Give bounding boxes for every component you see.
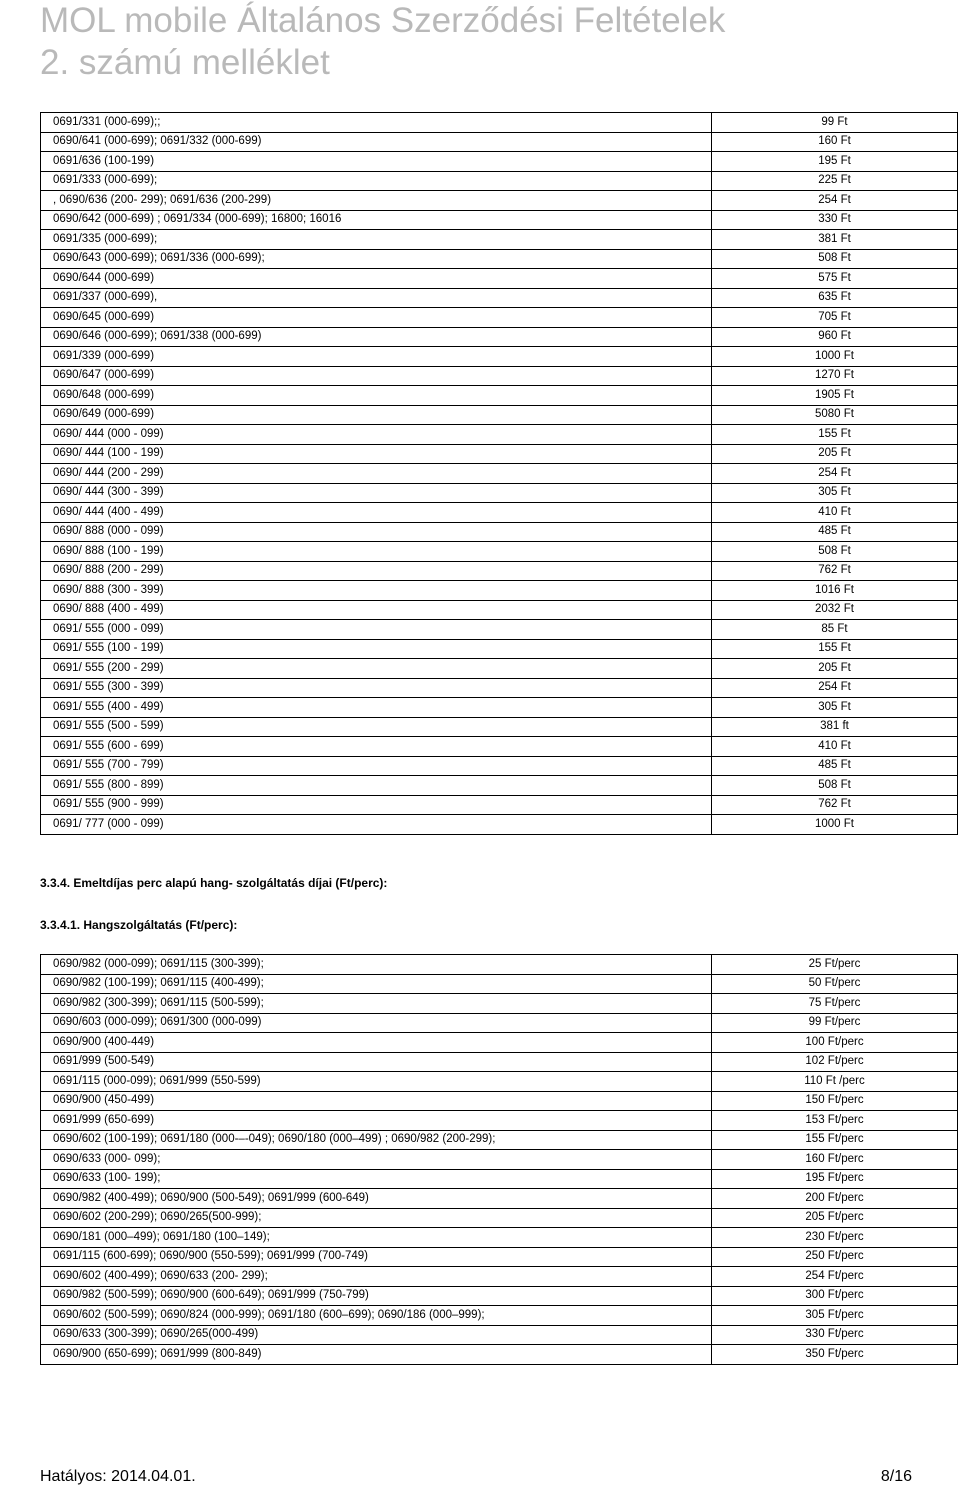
number-range-cell: 0690/ 444 (400 - 499) [41, 503, 712, 523]
table-row [41, 522, 958, 542]
price-cell: 254 Ft [712, 191, 958, 211]
table-row [41, 1286, 958, 1306]
price-cell: 205 Ft [712, 444, 958, 464]
number-range-cell: 0691/ 555 (500 - 599) [41, 717, 712, 737]
price-cell: 155 Ft [712, 639, 958, 659]
price-cell: 508 Ft [712, 542, 958, 562]
price-cell: 5080 Ft [712, 405, 958, 425]
number-range-cell: 0690/633 (000- 099); [41, 1150, 712, 1170]
number-range-cell: 0690/645 (000-699) [41, 308, 712, 328]
number-range-cell: 0691/ 555 (800 - 899) [41, 776, 712, 796]
price-cell: 100 Ft/perc [712, 1033, 958, 1053]
number-range-cell: 0691/ 555 (700 - 799) [41, 756, 712, 776]
table-row [41, 132, 958, 152]
number-range-cell: 0690/ 888 (100 - 199) [41, 542, 712, 562]
table-row [41, 1150, 958, 1170]
price-cell: 150 Ft/perc [712, 1091, 958, 1111]
price-cell: 110 Ft /perc [712, 1072, 958, 1092]
number-range-cell: 0690/643 (000-699); 0691/336 (000-699); [41, 249, 712, 269]
number-range-cell: 0691/999 (500-549) [41, 1052, 712, 1072]
table-row [41, 1228, 958, 1248]
number-range-cell: 0691/337 (000-699), [41, 288, 712, 308]
price-cell: 254 Ft/perc [712, 1267, 958, 1287]
price-cell: 305 Ft [712, 698, 958, 718]
number-range-cell: 0690/ 888 (400 - 499) [41, 600, 712, 620]
price-cell: 508 Ft [712, 249, 958, 269]
price-cell: 25 Ft/perc [712, 955, 958, 975]
document-title: MOL mobile Általános Szerződési Feltételek [40, 1, 726, 40]
table-row [41, 249, 958, 269]
table-row [41, 698, 958, 718]
price-cell: 99 Ft [712, 113, 958, 133]
price-cell: 410 Ft [712, 737, 958, 757]
table-row [41, 464, 958, 484]
number-range-cell: 0690/ 444 (200 - 299) [41, 464, 712, 484]
price-cell: 75 Ft/perc [712, 994, 958, 1014]
price-cell: 305 Ft [712, 483, 958, 503]
table-row [41, 386, 958, 406]
price-cell: 50 Ft/perc [712, 974, 958, 994]
price-cell: 200 Ft/perc [712, 1189, 958, 1209]
document-subtitle: 2. számú melléklet [40, 43, 330, 82]
table-row [41, 269, 958, 289]
number-range-cell: 0690/633 (300-399); 0690/265(000-499) [41, 1325, 712, 1345]
number-range-cell: 0691/ 555 (300 - 399) [41, 678, 712, 698]
table-row [41, 483, 958, 503]
table-row [41, 1130, 958, 1150]
price-cell: 250 Ft/perc [712, 1247, 958, 1267]
price-cell: 1270 Ft [712, 366, 958, 386]
number-range-cell: 0690/ 888 (300 - 399) [41, 581, 712, 601]
price-cell: 2032 Ft [712, 600, 958, 620]
number-range-cell: 0691/115 (000-099); 0691/999 (550-599) [41, 1072, 712, 1092]
number-range-cell: 0690/982 (300-399); 0691/115 (500-599); [41, 994, 712, 1014]
premium-rate-table [40, 112, 958, 835]
price-cell: 1905 Ft [712, 386, 958, 406]
document-header [40, 2, 725, 82]
number-range-cell: 0690/648 (000-699) [41, 386, 712, 406]
table-row [41, 366, 958, 386]
table-row [41, 955, 958, 975]
number-range-cell: 0691/ 555 (100 - 199) [41, 639, 712, 659]
price-cell: 381 Ft [712, 230, 958, 250]
price-cell: 205 Ft/perc [712, 1208, 958, 1228]
price-cell: 254 Ft [712, 678, 958, 698]
price-cell: 160 Ft/perc [712, 1150, 958, 1170]
table-row [41, 620, 958, 640]
price-cell: 960 Ft [712, 327, 958, 347]
table-row [41, 113, 958, 133]
premium-rate-table-body [41, 113, 958, 835]
price-cell: 762 Ft [712, 795, 958, 815]
table-row [41, 994, 958, 1014]
number-range-cell: 0690/602 (500-599); 0690/824 (000-999); 0691/180 (600–699); 0690/186 (000–999); [41, 1306, 712, 1326]
price-cell: 160 Ft [712, 132, 958, 152]
table-row [41, 776, 958, 796]
price-cell: 381 ft [712, 717, 958, 737]
price-cell: 575 Ft [712, 269, 958, 289]
price-cell: 485 Ft [712, 756, 958, 776]
table-row [41, 974, 958, 994]
table-row [41, 230, 958, 250]
number-range-cell: 0690/900 (400-449) [41, 1033, 712, 1053]
price-cell: 153 Ft/perc [712, 1111, 958, 1131]
table-row [41, 581, 958, 601]
number-range-cell: 0690/642 (000-699) ; 0691/334 (000-699); 16800; 16016 [41, 210, 712, 230]
number-range-cell: 0690/ 444 (100 - 199) [41, 444, 712, 464]
number-range-cell: 0690/900 (450-499) [41, 1091, 712, 1111]
table-row [41, 1247, 958, 1267]
table-row [41, 1169, 958, 1189]
number-range-cell: 0690/649 (000-699) [41, 405, 712, 425]
table-row [41, 815, 958, 835]
table-row [41, 503, 958, 523]
number-range-cell: 0691/ 555 (200 - 299) [41, 659, 712, 679]
number-range-cell: 0690/ 444 (300 - 399) [41, 483, 712, 503]
table-row [41, 210, 958, 230]
price-cell: 485 Ft [712, 522, 958, 542]
price-cell: 155 Ft/perc [712, 1130, 958, 1150]
table-row [41, 1072, 958, 1092]
price-cell: 254 Ft [712, 464, 958, 484]
price-cell: 85 Ft [712, 620, 958, 640]
price-cell: 762 Ft [712, 561, 958, 581]
table-row [41, 191, 958, 211]
number-range-cell: 0690/900 (650-699); 0691/999 (800-849) [41, 1345, 712, 1365]
table-row [41, 152, 958, 172]
price-cell: 1000 Ft [712, 347, 958, 367]
number-range-cell: 0691/333 (000-699); [41, 171, 712, 191]
price-cell: 300 Ft/perc [712, 1286, 958, 1306]
table-row [41, 425, 958, 445]
number-range-cell: 0691/ 555 (900 - 999) [41, 795, 712, 815]
number-range-cell: 0691/339 (000-699) [41, 347, 712, 367]
table-row [41, 347, 958, 367]
number-range-cell: , 0690/636 (200- 299); 0691/636 (200-299) [41, 191, 712, 211]
table-row [41, 444, 958, 464]
table-row [41, 1052, 958, 1072]
number-range-cell: 0691/ 777 (000 - 099) [41, 815, 712, 835]
price-cell: 225 Ft [712, 171, 958, 191]
number-range-cell: 0691/ 555 (400 - 499) [41, 698, 712, 718]
table-row [41, 1345, 958, 1365]
table-row [41, 308, 958, 328]
price-cell: 1000 Ft [712, 815, 958, 835]
price-cell: 350 Ft/perc [712, 1345, 958, 1365]
price-cell: 195 Ft [712, 152, 958, 172]
number-range-cell: 0691/335 (000-699); [41, 230, 712, 250]
number-range-cell: 0691/999 (650-699) [41, 1111, 712, 1131]
table-row [41, 1013, 958, 1033]
table-row [41, 1208, 958, 1228]
table-row [41, 1189, 958, 1209]
number-range-cell: 0690/982 (400-499); 0690/900 (500-549); 0691/999 (600-649) [41, 1189, 712, 1209]
table-row [41, 561, 958, 581]
number-range-cell: 0690/ 888 (000 - 099) [41, 522, 712, 542]
number-range-cell: 0690/602 (100-199); 0691/180 (000-–-049); 0690/180 (000–499) ; 0690/982 (200-299); [41, 1130, 712, 1150]
number-range-cell: 0690/982 (500-599); 0690/900 (600-649); 0691/999 (750-799) [41, 1286, 712, 1306]
table-row [41, 659, 958, 679]
table-row [41, 678, 958, 698]
number-range-cell: 0690/982 (100-199); 0691/115 (400-499); [41, 974, 712, 994]
section-heading: 3.3.4. Emeltdíjas perc alapú hang- szolgáltatás díjai (Ft/perc): [40, 876, 388, 890]
table-row [41, 405, 958, 425]
table-row [41, 171, 958, 191]
price-cell: 410 Ft [712, 503, 958, 523]
price-cell: 508 Ft [712, 776, 958, 796]
number-range-cell: 0691/115 (600-699); 0690/900 (550-599); 0691/999 (700-749) [41, 1247, 712, 1267]
table-row [41, 1306, 958, 1326]
price-cell: 99 Ft/perc [712, 1013, 958, 1033]
price-cell: 230 Ft/perc [712, 1228, 958, 1248]
price-cell: 705 Ft [712, 308, 958, 328]
table-row [41, 1267, 958, 1287]
number-range-cell: 0690/ 444 (000 - 099) [41, 425, 712, 445]
number-range-cell: 0691/ 555 (600 - 699) [41, 737, 712, 757]
number-range-cell: 0690/602 (400-499); 0690/633 (200- 299); [41, 1267, 712, 1287]
table-row [41, 1325, 958, 1345]
table-row [41, 756, 958, 776]
number-range-cell: 0690/603 (000-099); 0691/300 (000-099) [41, 1013, 712, 1033]
number-range-cell: 0690/646 (000-699); 0691/338 (000-699) [41, 327, 712, 347]
number-range-cell: 0690/644 (000-699) [41, 269, 712, 289]
price-cell: 635 Ft [712, 288, 958, 308]
per-minute-rate-table-body [41, 955, 958, 1365]
table-row [41, 795, 958, 815]
price-cell: 205 Ft [712, 659, 958, 679]
table-row [41, 1091, 958, 1111]
number-range-cell: 0691/ 555 (000 - 099) [41, 620, 712, 640]
number-range-cell: 0690/647 (000-699) [41, 366, 712, 386]
price-cell: 195 Ft/perc [712, 1169, 958, 1189]
price-cell: 1016 Ft [712, 581, 958, 601]
subsection-heading: 3.3.4.1. Hangszolgáltatás (Ft/perc): [40, 918, 238, 932]
table-row [41, 600, 958, 620]
price-cell: 305 Ft/perc [712, 1306, 958, 1326]
table-row [41, 1033, 958, 1053]
number-range-cell: 0690/181 (000–499); 0691/180 (100–149); [41, 1228, 712, 1248]
effective-date: Hatályos: 2014.04.01. [40, 1468, 196, 1485]
table-row [41, 737, 958, 757]
table-row [41, 1111, 958, 1131]
number-range-cell: 0690/602 (200-299); 0690/265(500-999); [41, 1208, 712, 1228]
number-range-cell: 0690/982 (000-099); 0691/115 (300-399); [41, 955, 712, 975]
table-row [41, 327, 958, 347]
price-cell: 330 Ft/perc [712, 1325, 958, 1345]
price-cell: 330 Ft [712, 210, 958, 230]
number-range-cell: 0691/636 (100-199) [41, 152, 712, 172]
price-cell: 102 Ft/perc [712, 1052, 958, 1072]
number-range-cell: 0690/ 888 (200 - 299) [41, 561, 712, 581]
table-row [41, 717, 958, 737]
table-row [41, 288, 958, 308]
number-range-cell: 0691/331 (000-699);; [41, 113, 712, 133]
page-number: 8/16 [880, 1468, 912, 1485]
price-cell: 155 Ft [712, 425, 958, 445]
number-range-cell: 0690/633 (100- 199); [41, 1169, 712, 1189]
per-minute-rate-table [40, 954, 958, 1365]
number-range-cell: 0690/641 (000-699); 0691/332 (000-699) [41, 132, 712, 152]
table-row [41, 542, 958, 562]
table-row [41, 639, 958, 659]
